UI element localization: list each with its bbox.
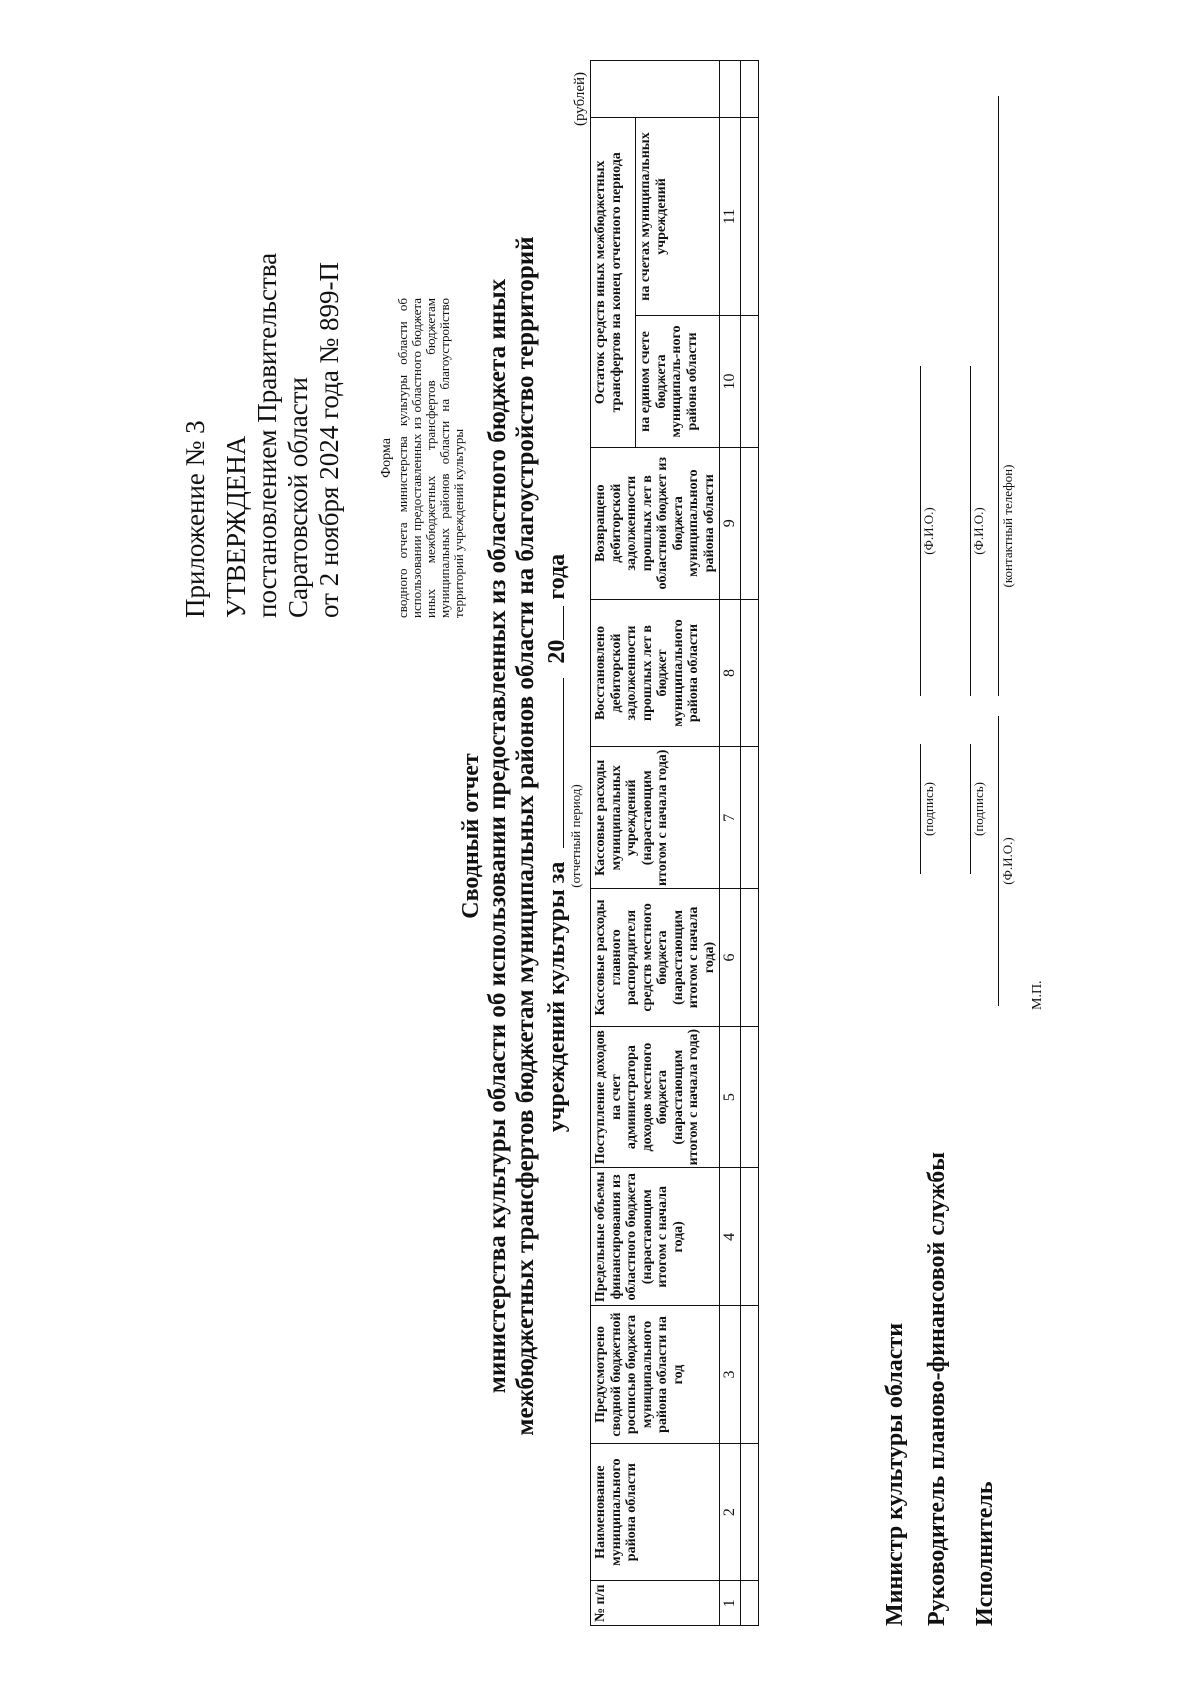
finance-head-name-caption: (Ф.И.О.) [971, 507, 986, 555]
report-title-line-3: учреждений культуры за [544, 861, 570, 1133]
column-number: 1 [720, 1581, 741, 1626]
finance-head-signature-caption: (подпись) [971, 782, 986, 836]
column-number: 6 [720, 889, 741, 1027]
header-cell-balance-single-account: на едином счете бюджета муниципаль-ного района области [636, 316, 720, 448]
table-cell[interactable] [741, 316, 759, 448]
executor-signature-row [971, 146, 1015, 1626]
table-row [741, 61, 759, 1626]
column-number: 3 [720, 1306, 741, 1444]
minister-name-line[interactable] [894, 366, 921, 696]
header-cell-manager-expenses: Кассовые расходы главного распорядителя средств местного бюджета (нарастающим итогом с начала года) [591, 889, 720, 1027]
finance-head-name-line[interactable] [944, 366, 971, 696]
form-title: Форма [379, 438, 394, 478]
finance-head-signature-line[interactable] [944, 744, 971, 874]
column-number-empty [720, 61, 741, 118]
year-suffix: года [544, 553, 570, 600]
executor-name-caption: (Ф.И.О.) [1000, 837, 1015, 885]
report-title-line-1: министерства культуры области об использовании предоставленных из областного бюджета иных [484, 278, 511, 1394]
header-cell-returned-debt: Возвращено дебиторской задолженности прошлых лет в областной бюджет из бюджета муниципального района области [591, 447, 720, 599]
units-label: (рублей) [572, 71, 588, 126]
column-numbers-row [720, 61, 741, 1626]
period-caption: (отчетный период) [568, 784, 583, 888]
column-number: 4 [720, 1168, 741, 1306]
table-cell[interactable] [741, 747, 759, 889]
finance-head-label: Руководитель планово-финансовой службы [924, 1152, 950, 1626]
executor-phone-caption: (контактный телефон) [1000, 464, 1015, 588]
header-cell-balance-institutions: на счетах муниципальных учреждений [636, 117, 720, 315]
column-number: 9 [720, 447, 741, 599]
table-header-row [591, 61, 636, 1626]
report-title-block [458, 126, 540, 1546]
header-cell-district: Наименование муниципального района области [591, 1443, 720, 1581]
column-number: 5 [720, 1026, 741, 1168]
report-title: Сводный отчет [458, 753, 484, 919]
table-cell[interactable] [741, 1168, 759, 1306]
appendix-label: Приложение № 3 [180, 420, 210, 618]
table-cell[interactable] [741, 1581, 759, 1626]
column-number: 2 [720, 1443, 741, 1581]
minister-name-caption: (Ф.И.О.) [921, 507, 936, 555]
executor-name-line[interactable] [972, 716, 999, 1006]
table-cell[interactable] [741, 1306, 759, 1444]
table-cell[interactable] [741, 1026, 759, 1168]
approved-label: УТВЕРЖДЕНА [221, 435, 251, 618]
minister-signature-line[interactable] [894, 744, 921, 874]
header-cell-balance-group: Остаток средств иных межбюджетных трансфертов на конец отчетного периода [591, 117, 636, 447]
header-cell-planned: Предусмотрено сводной бюджетной росписью бюджета муниципального района области на год [591, 1306, 720, 1444]
table-cell[interactable] [741, 889, 759, 1027]
header-cell-restored-debt: Восстановлено дебиторской задолженности прошлых лет в бюджет муниципального района области [591, 599, 720, 747]
minister-label: Министр культуры области [882, 1322, 908, 1626]
form-description: сводного отчета министерства культуры области об использовании предоставленных из областного бюджета иных межбюджетных трансфертов бюджетам муниципальных районов области на благоустройство территорий учреждений культуры [395, 298, 466, 618]
header-cell-institution-expenses: Кассовые расходы муниципальных учреждений (нарастающим итогом с начала года) [591, 747, 720, 889]
header-cell-number: № п/п [591, 1581, 720, 1626]
header-cell-limits: Предельные объемы финансирования из областного бюджета (нарастающим итогом с начала года) [591, 1168, 720, 1306]
year-prefix: 20 [544, 639, 570, 664]
table-cell[interactable] [741, 599, 759, 747]
header-cell-revenue: Поступление доходов на счет администратора доходов местного бюджета (нарастающим итогом с начала года) [591, 1026, 720, 1168]
table-cell[interactable] [741, 447, 759, 599]
executor-phone-line[interactable] [972, 96, 999, 696]
region-label: Саратовской области [283, 377, 313, 618]
column-number: 7 [720, 747, 741, 889]
column-number: 10 [720, 316, 741, 448]
report-period-line [541, 0, 571, 1686]
decree-date-number: от 2 ноября 2024 года № 899-П [314, 261, 344, 618]
period-blank[interactable] [541, 678, 564, 848]
table-cell[interactable] [741, 117, 759, 315]
header-cell-extra [591, 61, 720, 118]
report-table [590, 60, 759, 1626]
form-description-block [380, 298, 466, 618]
executor-label: Исполнитель [972, 1481, 998, 1626]
stamp-place-label: М.П. [1030, 980, 1045, 1010]
table-cell[interactable] [741, 1443, 759, 1581]
year-blank[interactable] [541, 606, 564, 640]
decree-label: постановлением Правительства [252, 252, 282, 618]
report-title-line-2: межбюджетных трансфертов бюджетам муниципальных районов области на благоустройство территорий [512, 236, 539, 1436]
approval-block [180, 58, 345, 618]
column-number: 8 [720, 599, 741, 747]
minister-signature-caption: (подпись) [921, 782, 936, 836]
table-cell[interactable] [741, 61, 759, 118]
column-number: 11 [720, 117, 741, 315]
